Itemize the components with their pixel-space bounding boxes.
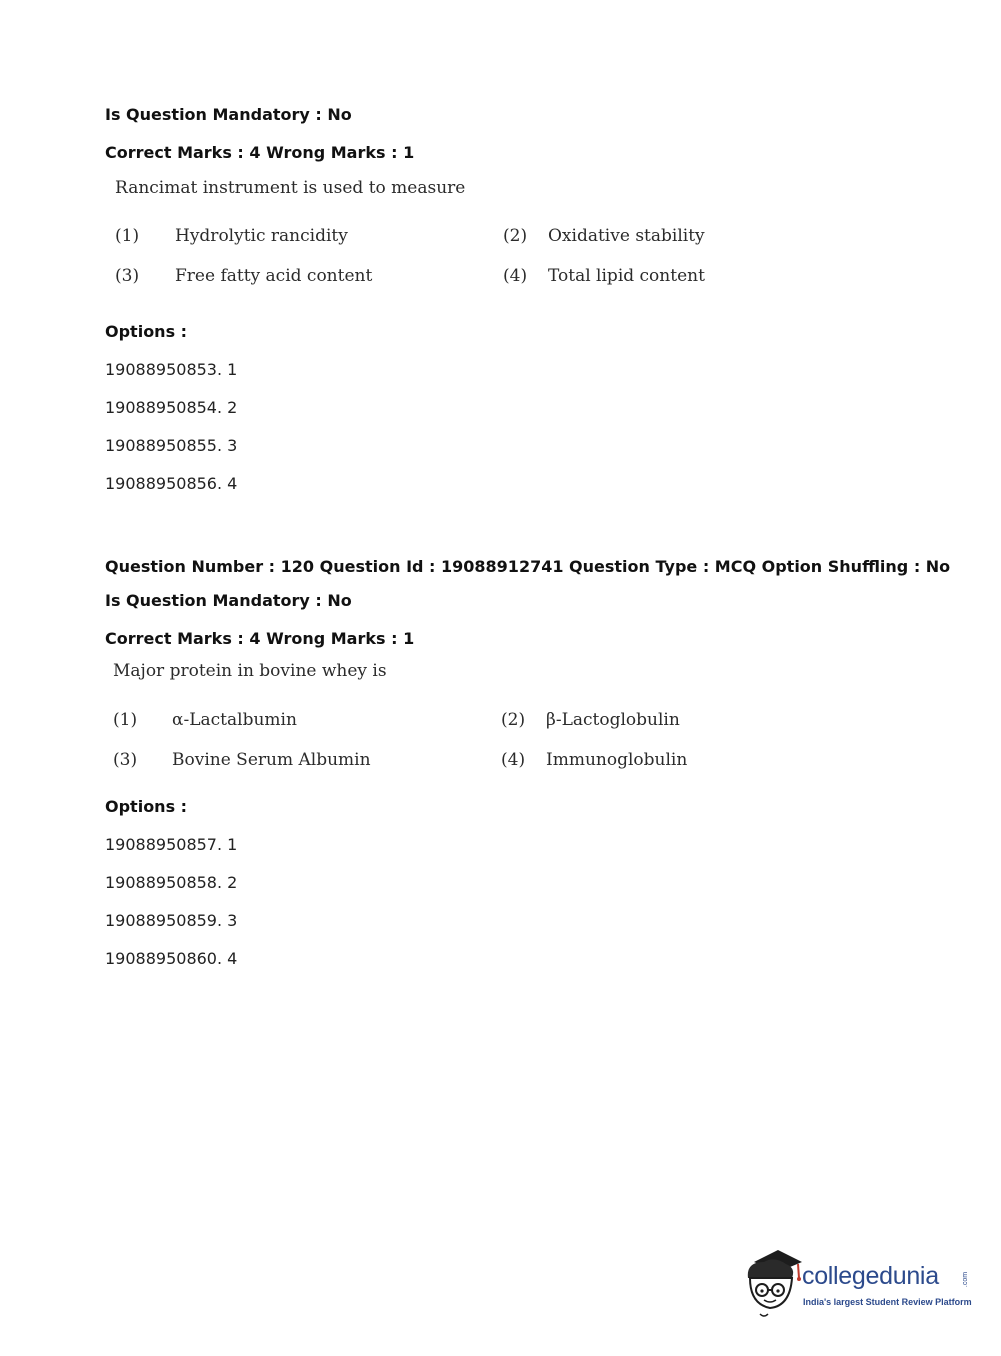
q119-marks: Correct Marks : 4 Wrong Marks : 1	[105, 143, 415, 162]
q120-header: Question Number : 120 Question Id : 19088912741 Question Type : MCQ Option Shuffling : No	[105, 557, 951, 576]
q120-choice-1-num: (1)	[113, 710, 138, 730]
q119-options-label: Options :	[105, 322, 188, 341]
logo-tagline: India's largest Student Review Platform	[803, 1297, 972, 1307]
q119-mandatory: Is Question Mandatory : No	[105, 105, 352, 124]
q120-choice-3-text: Bovine Serum Albumin	[172, 750, 371, 770]
q119-choice-2-num: (2)	[503, 226, 528, 246]
q119-choice-2-text: Oxidative stability	[548, 226, 705, 246]
q119-option-1: 19088950853. 1	[105, 360, 238, 379]
q119-choice-3-text: Free fatty acid content	[175, 266, 373, 286]
q119-choice-4-text: Total lipid content	[548, 266, 705, 286]
q119-question-text: Rancimat instrument is used to measure	[115, 178, 466, 198]
logo-suffix: .com	[962, 1271, 970, 1288]
q120-choice-1-text: α-Lactalbumin	[172, 710, 297, 730]
mascot-icon	[742, 1248, 804, 1320]
collegedunia-logo	[742, 1248, 972, 1320]
logo-wordmark: collegedunia	[802, 1262, 939, 1290]
q120-choice-4-text: Immunoglobulin	[546, 750, 688, 770]
q119-option-2: 19088950854. 2	[105, 398, 238, 417]
q120-choice-2-text: β-Lactoglobulin	[546, 710, 680, 730]
q120-choice-2-num: (2)	[501, 710, 526, 730]
q119-option-3: 19088950855. 3	[105, 436, 238, 455]
q120-marks: Correct Marks : 4 Wrong Marks : 1	[105, 629, 415, 648]
q120-question-text: Major protein in bovine whey is	[113, 661, 387, 681]
q119-choice-1-text: Hydrolytic rancidity	[175, 226, 348, 246]
q120-option-1: 19088950857. 1	[105, 835, 238, 854]
q120-mandatory: Is Question Mandatory : No	[105, 591, 352, 610]
q120-option-2: 19088950858. 2	[105, 873, 238, 892]
q120-options-label: Options :	[105, 797, 188, 816]
q119-choice-3-num: (3)	[115, 266, 140, 286]
q119-choice-1-num: (1)	[115, 226, 140, 246]
q120-choice-3-num: (3)	[113, 750, 138, 770]
q119-option-4: 19088950856. 4	[105, 474, 238, 493]
q119-choice-4-num: (4)	[503, 266, 528, 286]
q120-option-3: 19088950859. 3	[105, 911, 238, 930]
q120-choice-4-num: (4)	[501, 750, 526, 770]
q120-option-4: 19088950860. 4	[105, 949, 238, 968]
